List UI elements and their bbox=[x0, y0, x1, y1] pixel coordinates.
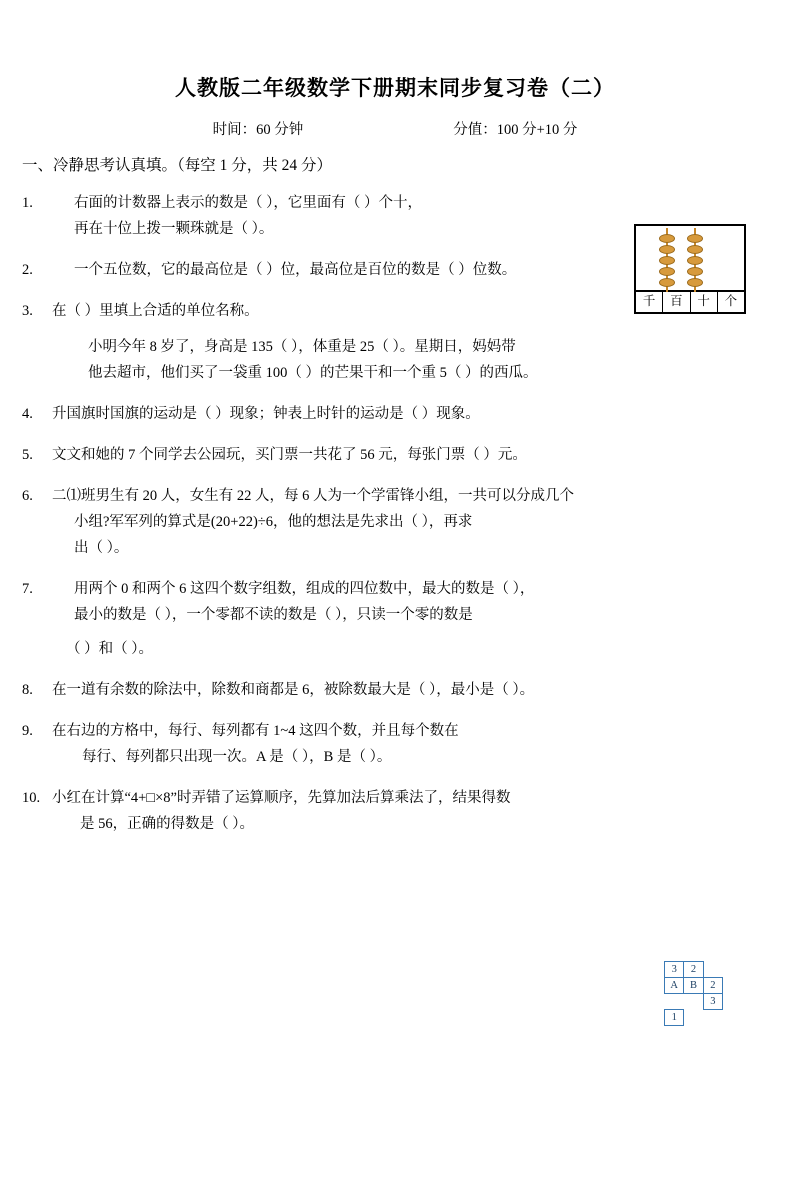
abacus-label-tens: 十 bbox=[691, 292, 718, 312]
question-line: 升国旗时国旗的运动是（ ）现象；钟表上时针的运动是（ ）现象。 bbox=[52, 406, 480, 422]
sudoku-cell: 2 bbox=[684, 962, 703, 978]
question-line: 在（ ）里填上合适的单位名称。 bbox=[52, 303, 259, 319]
question-line: 出（ ）。 bbox=[74, 540, 129, 556]
table-row bbox=[665, 962, 742, 978]
question-line: 是 56，正确的得数是（ ）。 bbox=[80, 816, 254, 832]
question-number: 8. bbox=[22, 682, 33, 698]
question-8 bbox=[0, 677, 790, 703]
sudoku-cell: 2 bbox=[703, 978, 722, 994]
question-line: 在右边的方格中，每行、每列都有 1~4 这四个数，并且每个数在 bbox=[52, 723, 459, 739]
question-7 bbox=[0, 576, 790, 662]
question-6 bbox=[0, 483, 790, 561]
abacus-label-hundreds: 百 bbox=[663, 292, 690, 312]
question-4 bbox=[0, 401, 790, 427]
abacus-bead bbox=[687, 278, 703, 287]
question-line: 一个五位数，它的最高位是（ ）位，最高位是百位的数是（ ）位数。 bbox=[74, 262, 517, 278]
question-text bbox=[52, 442, 790, 468]
question-number: 6. bbox=[22, 488, 33, 504]
abacus-label-ones: 个 bbox=[724, 294, 738, 308]
section-heading-fill-blanks: 一、冷静思考认真填。（每空 1 分，共 24 分） bbox=[22, 157, 333, 174]
abacus-bead bbox=[687, 245, 703, 254]
question-number: 5. bbox=[22, 447, 33, 463]
question-number: 10. bbox=[22, 790, 41, 806]
sudoku-cell-empty bbox=[722, 994, 741, 1010]
sudoku-grid-figure bbox=[664, 961, 742, 1023]
sudoku-cell-empty bbox=[722, 978, 741, 994]
abacus-figure bbox=[634, 224, 746, 316]
abacus-bead bbox=[659, 234, 675, 243]
question-number: 2. bbox=[22, 262, 33, 278]
table-row bbox=[665, 994, 742, 1010]
table-row bbox=[665, 978, 742, 994]
question-text bbox=[52, 718, 790, 770]
question-number: 7. bbox=[22, 581, 33, 597]
question-line: 小明今年 8 岁了，身高是 135（ ），体重是 25（ ）。星期日，妈妈带 bbox=[88, 339, 516, 355]
sudoku-cell: 1 bbox=[665, 1010, 684, 1026]
sudoku-cell-empty bbox=[703, 1010, 722, 1026]
question-text bbox=[52, 576, 790, 662]
table-row bbox=[665, 1010, 742, 1026]
abacus-bead bbox=[659, 245, 675, 254]
question-line: 右面的计数器上表示的数是（ ），它里面有（ ）个十， bbox=[74, 195, 422, 211]
question-9 bbox=[0, 718, 790, 770]
question-line: （ ）和（ ）。 bbox=[66, 641, 153, 657]
abacus-frame bbox=[634, 224, 746, 292]
exam-paper-page bbox=[0, 72, 790, 1191]
question-line: 最小的数是（ ），一个零都不读的数是（ ），只读一个零的数是 bbox=[74, 607, 473, 623]
question-line: 用两个 0 和两个 6 这四个数字组数，组成的四位数中，最大的数是（ ）， bbox=[74, 581, 535, 597]
abacus-bead bbox=[659, 256, 675, 265]
sudoku-cell: 3 bbox=[665, 962, 684, 978]
abacus-label-thousands: 千 bbox=[636, 292, 663, 312]
question-text bbox=[52, 401, 790, 427]
abacus-bead bbox=[687, 256, 703, 265]
question-number: 3. bbox=[22, 303, 33, 319]
abacus-bead bbox=[687, 267, 703, 276]
question-text bbox=[52, 785, 790, 837]
question-text bbox=[52, 483, 790, 561]
sudoku-cell: 3 bbox=[703, 994, 722, 1010]
question-line: 二⑴班男生有 20 人，女生有 22 人，每 6 人为一个学雷锋小组，一共可以分成几个 bbox=[52, 488, 574, 504]
page-title: 人教版二年级数学下册期末同步复习卷（二） bbox=[175, 76, 615, 100]
abacus-place-labels bbox=[634, 292, 746, 314]
abacus-bead bbox=[659, 267, 675, 276]
question-line: 每行、每列都只出现一次。A 是（ ），B 是（ ）。 bbox=[82, 749, 392, 765]
question-text bbox=[52, 677, 790, 703]
sudoku-cell-empty bbox=[722, 962, 741, 978]
question-number: 1. bbox=[22, 195, 33, 211]
exam-score: 分值：100 分+10 分 bbox=[453, 122, 578, 138]
question-line: 文文和她的 7 个同学去公园玩，买门票一共花了 56 元，每张门票（ ）元。 bbox=[52, 447, 527, 463]
sudoku-cell-b: B bbox=[684, 978, 703, 994]
sudoku-cell-empty bbox=[703, 962, 722, 978]
question-5 bbox=[0, 442, 790, 468]
sudoku-cell-a: A bbox=[665, 978, 684, 994]
exam-meta-row bbox=[0, 118, 790, 139]
sudoku-cell-empty bbox=[722, 1010, 741, 1026]
question-line: 小红在计算“4+□×8”时弄错了运算顺序，先算加法后算乘法了，结果得数 bbox=[52, 790, 511, 806]
question-number: 4. bbox=[22, 406, 33, 422]
sudoku-cell-empty bbox=[684, 1010, 703, 1026]
question-10 bbox=[0, 785, 790, 837]
question-line: 小组?军军列的算式是(20+22)÷6，他的想法是先求出（ ），再求 bbox=[74, 514, 473, 530]
question-number: 9. bbox=[22, 723, 33, 739]
question-line: 在一道有余数的除法中，除数和商都是 6，被除数最大是（ ），最小是（ ）。 bbox=[52, 682, 535, 698]
abacus-bead bbox=[687, 234, 703, 243]
sudoku-cell-empty bbox=[684, 994, 703, 1010]
sudoku-table bbox=[664, 961, 742, 1026]
question-line: 再在十位上拨一颗珠就是（ ）。 bbox=[74, 221, 274, 237]
abacus-bead bbox=[659, 278, 675, 287]
question-line: 他去超市，他们买了一袋重 100（ ）的芒果干和一个重 5（ ）的西瓜。 bbox=[88, 365, 538, 381]
exam-time: 时间：60 分钟 bbox=[212, 122, 304, 138]
sudoku-cell-empty bbox=[665, 994, 684, 1010]
